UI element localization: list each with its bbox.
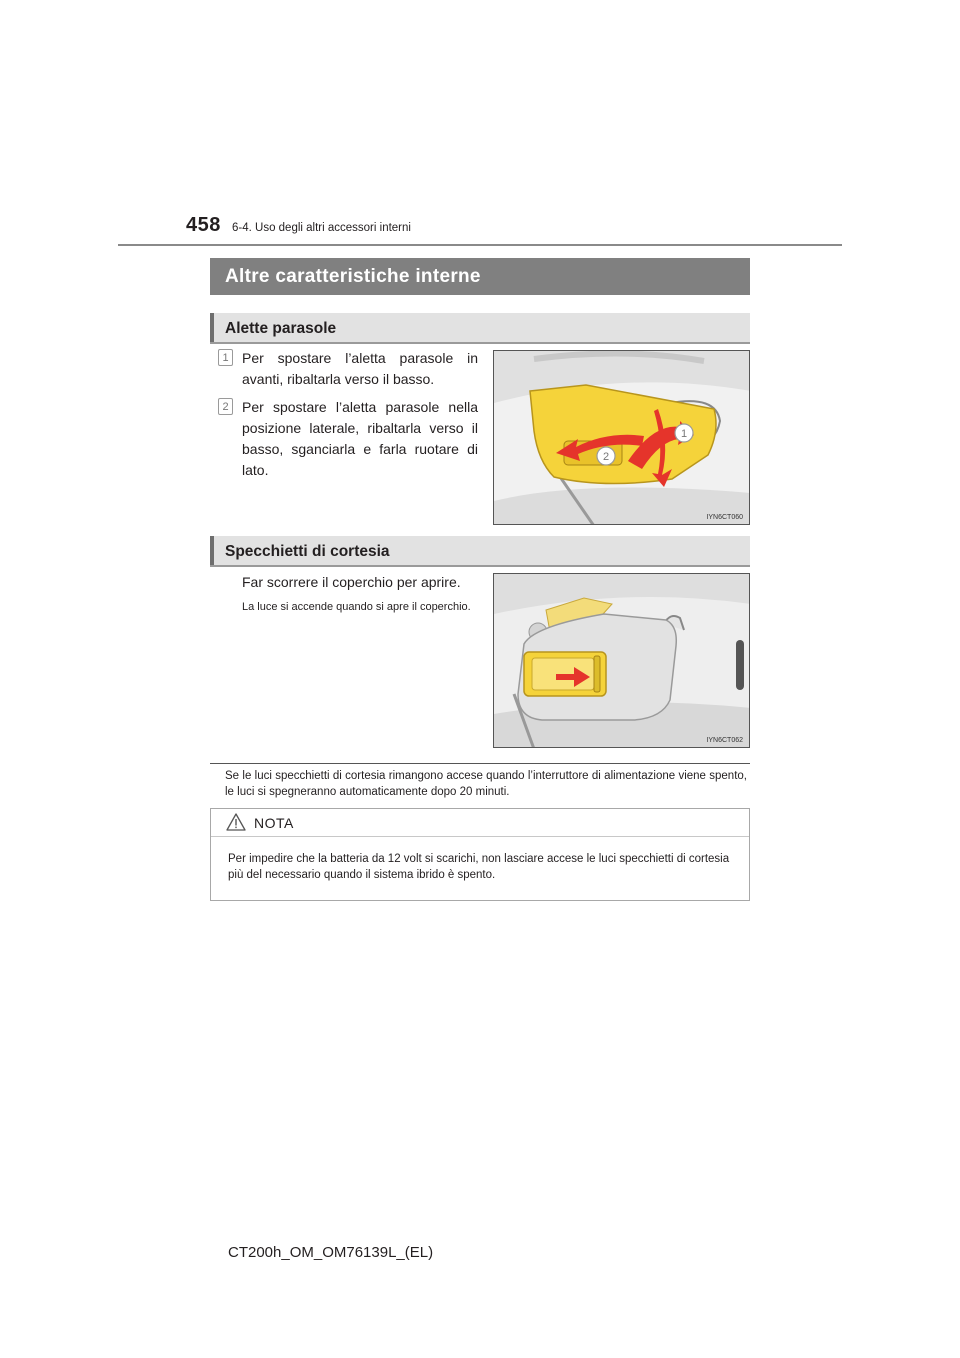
section-path: 6-4. Uso degli altri accessori interni <box>232 222 411 234</box>
nota-title: NOTA <box>254 815 294 831</box>
sun-visor-illustration <box>494 351 750 525</box>
mirrors-section-title: Specchietti di cortesia <box>210 536 750 567</box>
figure-code: IYN6CT062 <box>706 737 743 744</box>
step-text-1: Per spostare l’aletta parasole in avanti, ribaltarla verso il basso. <box>242 350 478 387</box>
step-text-2: Per spostare l’aletta parasole nella posizione laterale, ribaltarla verso il basso, sganciarla e farla ruotare di lato. <box>242 399 478 478</box>
nota-text: Per impedire che la batteria da 12 volt si scarichi, non lasciare accese le luci specchietti di cortesia più del necessario quando il sistema ibrido è spento. <box>228 853 730 881</box>
sun-visor-figure <box>493 350 750 525</box>
visors-section-title: Alette parasole <box>210 313 750 344</box>
main-section-title: Altre caratteristiche interne <box>210 258 750 295</box>
vanity-mirror-illustration <box>494 574 750 748</box>
header-rule <box>118 244 842 246</box>
figure-callout-2: 2 <box>602 451 610 463</box>
vanity-mirror-figure <box>493 573 750 748</box>
step-badge-1: 1 <box>218 349 233 366</box>
warning-triangle-icon <box>226 813 246 831</box>
figure-code: IYN6CT060 <box>706 514 743 521</box>
footer-code: CT200h_OM_OM76139L_(EL) <box>228 1244 434 1261</box>
page-number: 458 <box>186 214 221 236</box>
figure-callout-1: 1 <box>680 428 688 440</box>
info-divider <box>210 763 750 764</box>
step-badge-2: 2 <box>218 398 233 415</box>
nota-rule <box>211 836 749 837</box>
mirror-light-note: La luce si accende quando si apre il coperchio. <box>242 601 471 613</box>
mirror-instruction: Far scorrere il coperchio per aprire. <box>242 574 461 590</box>
info-note: Se le luci specchietti di cortesia rimangono accese quando l’interruttore di alimentazione viene spento, le luci si spegneranno automaticamente dopo 20 minuti. <box>225 770 747 798</box>
